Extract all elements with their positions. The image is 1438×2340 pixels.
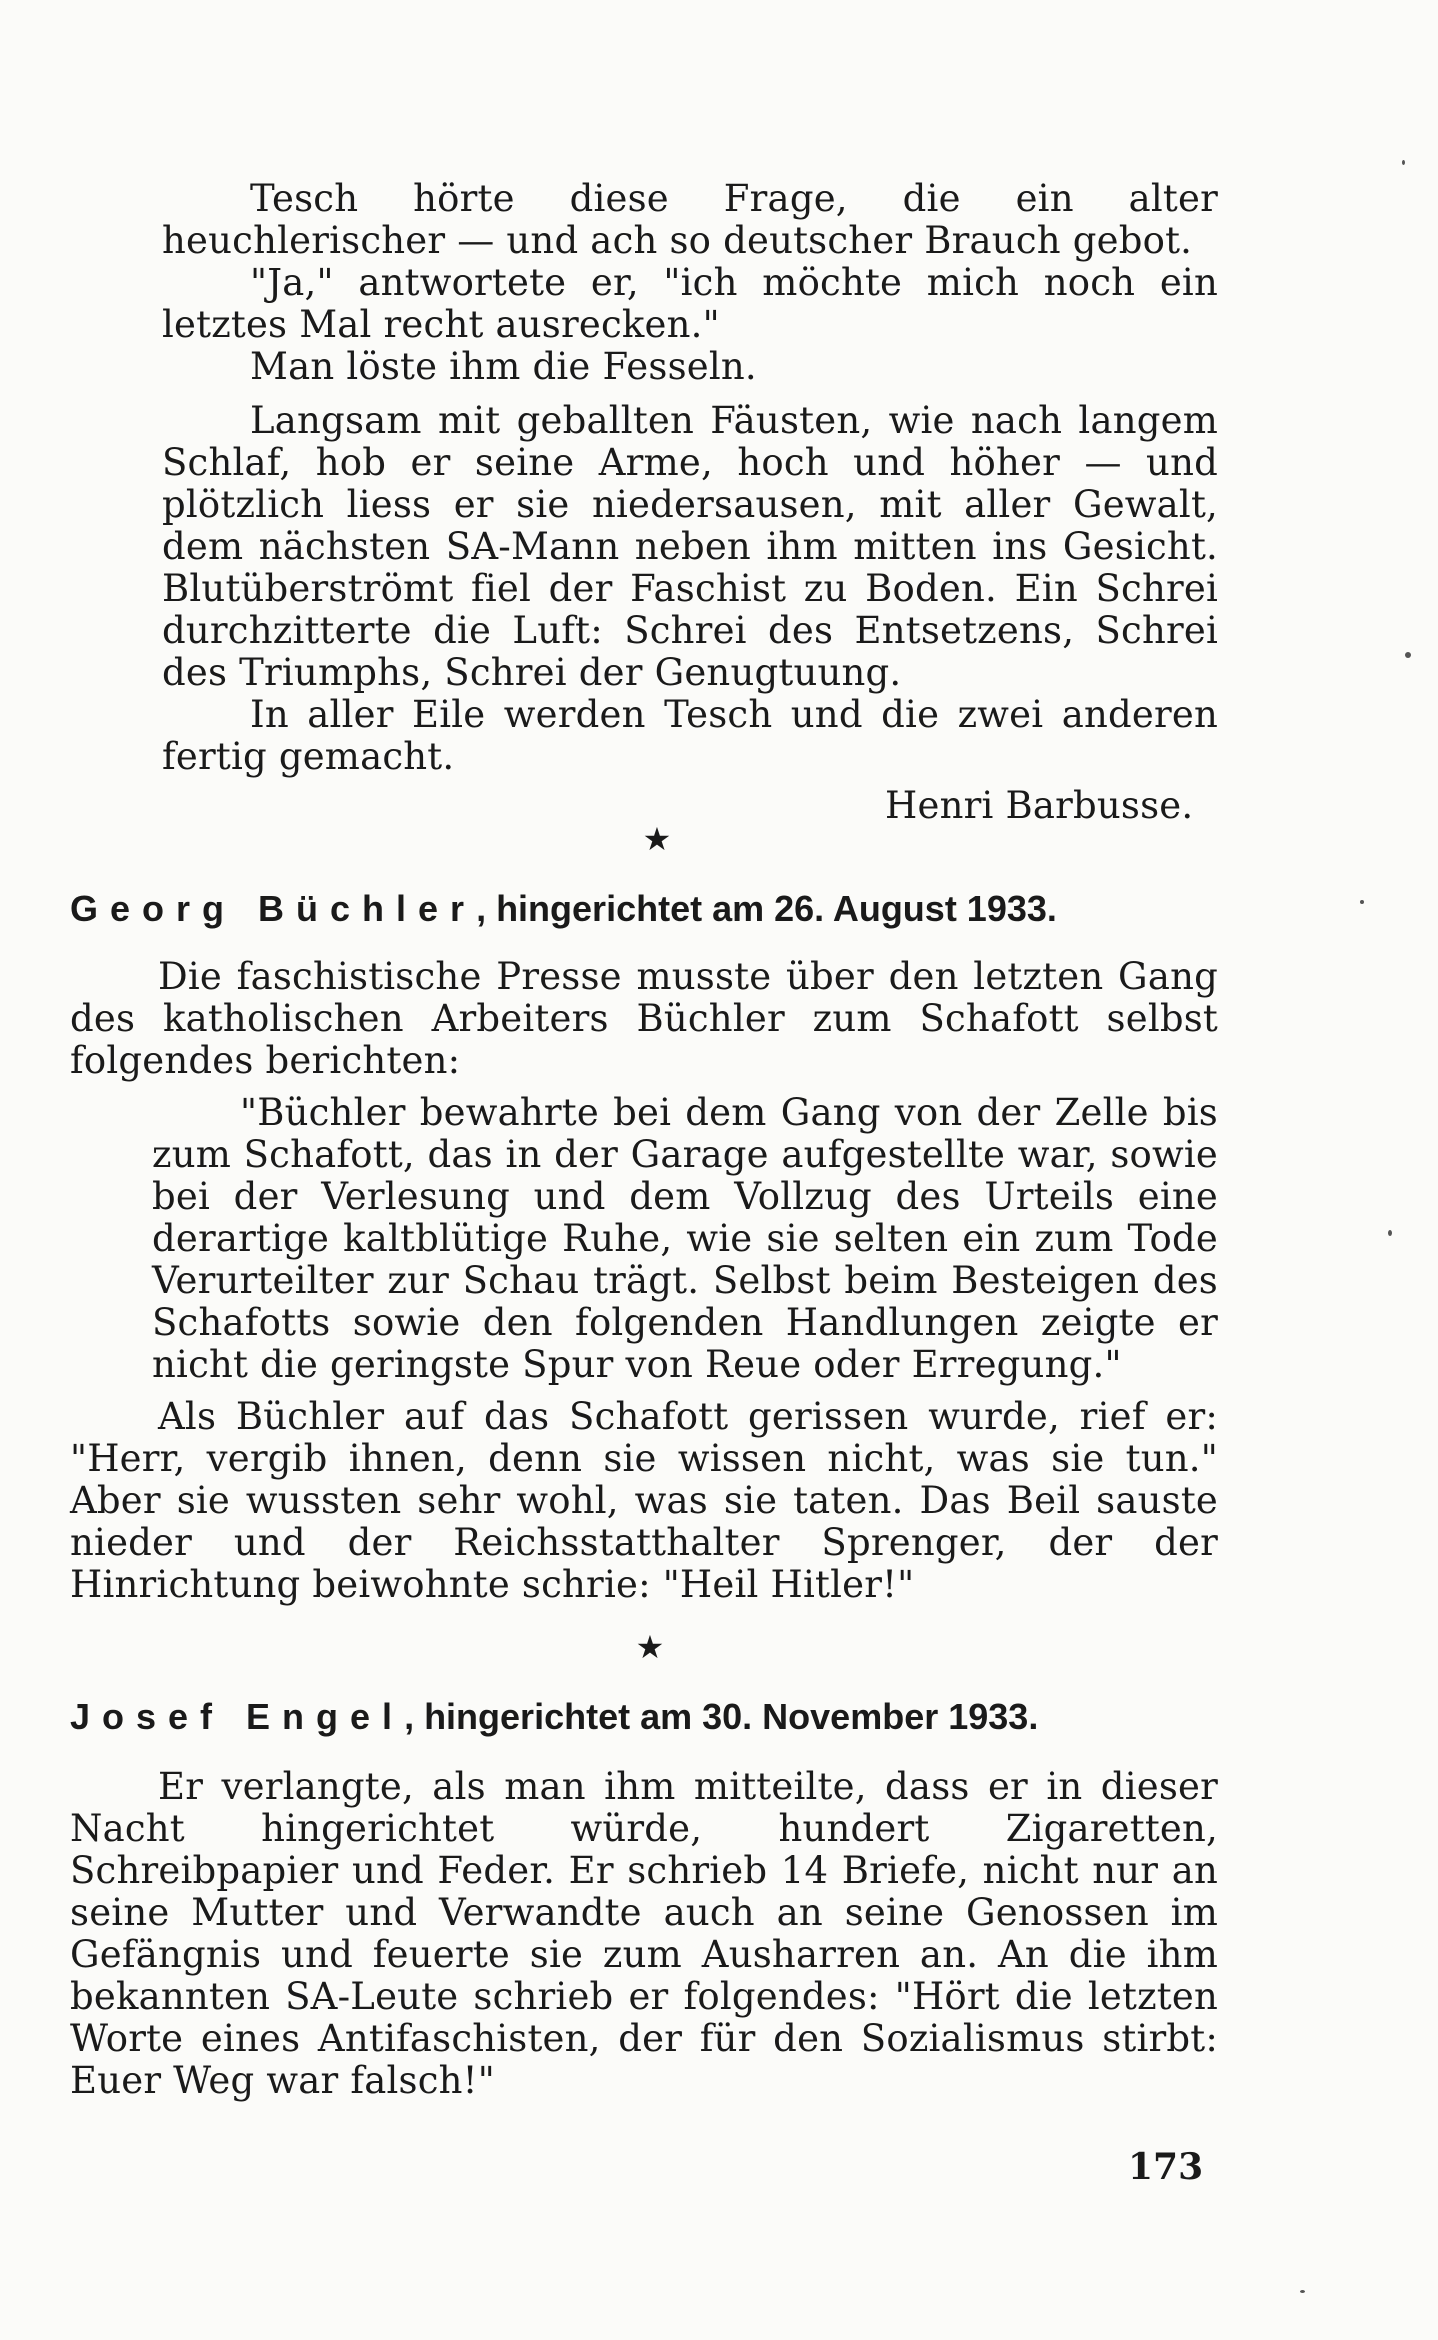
paragraph-tesch-answer: "Ja," antwortete er, "ich möchte mich noch ein letztes Mal recht ausrecken." bbox=[162, 261, 1218, 346]
paragraph-tesch-strike: Langsam mit geballten Fäusten, wie nach langem Schlaf, hob er seine Arme, hoch und höher — und plötzlich liess er sie niedersausen, mit aller Gewalt, dem nächsten SA-Mann neben ihm mitten ins Gesicht. Blutüberströmt fiel der Faschist zu Boden. Ein Schrei durchzitterte die Luft: Schrei des Entsetzens, Schrei des Triumphs, Schrei der Genugtuung. bbox=[162, 399, 1218, 694]
section-heading-buechler bbox=[70, 888, 1230, 930]
scan-speck bbox=[1405, 652, 1411, 658]
paragraph-fertig: In aller Eile werden Tesch und die zwei anderen fertig gemacht. bbox=[162, 693, 1218, 778]
heading-detail: , hingerichtet am 30. November 1933. bbox=[404, 1696, 1039, 1737]
paragraph-schafott: Als Büchler auf das Schafott gerissen wurde, rief er: "Herr, vergib ihnen, denn sie wissen nicht, was sie tun." Aber sie wussten sehr wohl, was sie taten. Das Beil sauste nieder und der Reichsstatthalter Sprenger, der der Hinrichtung beiwohnte schrie: "Heil Hitler!" bbox=[70, 1395, 1218, 1606]
section-heading-engel bbox=[70, 1696, 1230, 1738]
heading-name: Georg Büchler bbox=[70, 888, 477, 929]
page-number: 173 bbox=[1128, 2146, 1204, 2188]
paragraph-engel: Er verlangte, als man ihm mitteilte, dass er in dieser Nacht hingerichtet würde, hundert Zigaretten, Schreibpapier und Feder. Er schrieb 14 Briefe, nicht nur an seine Mutter und Verwandte auch an seine Genossen im Gefängnis und feuerte sie zum Ausharren an. An die ihm bekannten SA-Leute schrieb er folgendes: "Hört die letzten Worte eines Antifaschisten, der für den Sozialismus stirbt: Euer Weg war falsch!" bbox=[70, 1765, 1218, 2102]
paragraph-presse: Die faschistische Presse musste über den letzten Gang des katholischen Arbeiters Büchler zum Schafott selbst folgendes berichten: bbox=[70, 955, 1218, 1082]
section-divider-star: ★ bbox=[635, 1628, 665, 1666]
quoted-report: "Büchler bewahrte bei dem Gang von der Zelle bis zum Schafott, das in der Garage aufgestellte war, sowie bei der Verlesung und dem Vollzug des Urteils eine derartige kaltblütige Ruhe, wie sie selten ein zum Tode Verurteilter zur Schau trägt. Selbst beim Besteigen des Schafotts sowie den folgenden Handlungen zeigte er nicht die geringste Spur von Reue oder Erregung." bbox=[152, 1091, 1218, 1386]
author-signature: Henri Barbusse. bbox=[885, 784, 1194, 827]
scan-speck bbox=[1388, 1230, 1392, 1236]
section-divider-star: ★ bbox=[642, 820, 672, 858]
paragraph-tesch-question: Tesch hörte diese Frage, die ein alter heuchlerischer — und ach so deutscher Brauch gebot. bbox=[162, 177, 1218, 262]
heading-detail: , hingerichtet am 26. August 1933. bbox=[476, 888, 1057, 929]
scan-speck bbox=[1360, 900, 1364, 904]
paragraph-fesseln: Man löste ihm die Fesseln. bbox=[250, 345, 757, 388]
heading-name: Josef Engel bbox=[70, 1696, 405, 1737]
scan-speck bbox=[1300, 2290, 1305, 2293]
scan-speck bbox=[1402, 160, 1405, 165]
